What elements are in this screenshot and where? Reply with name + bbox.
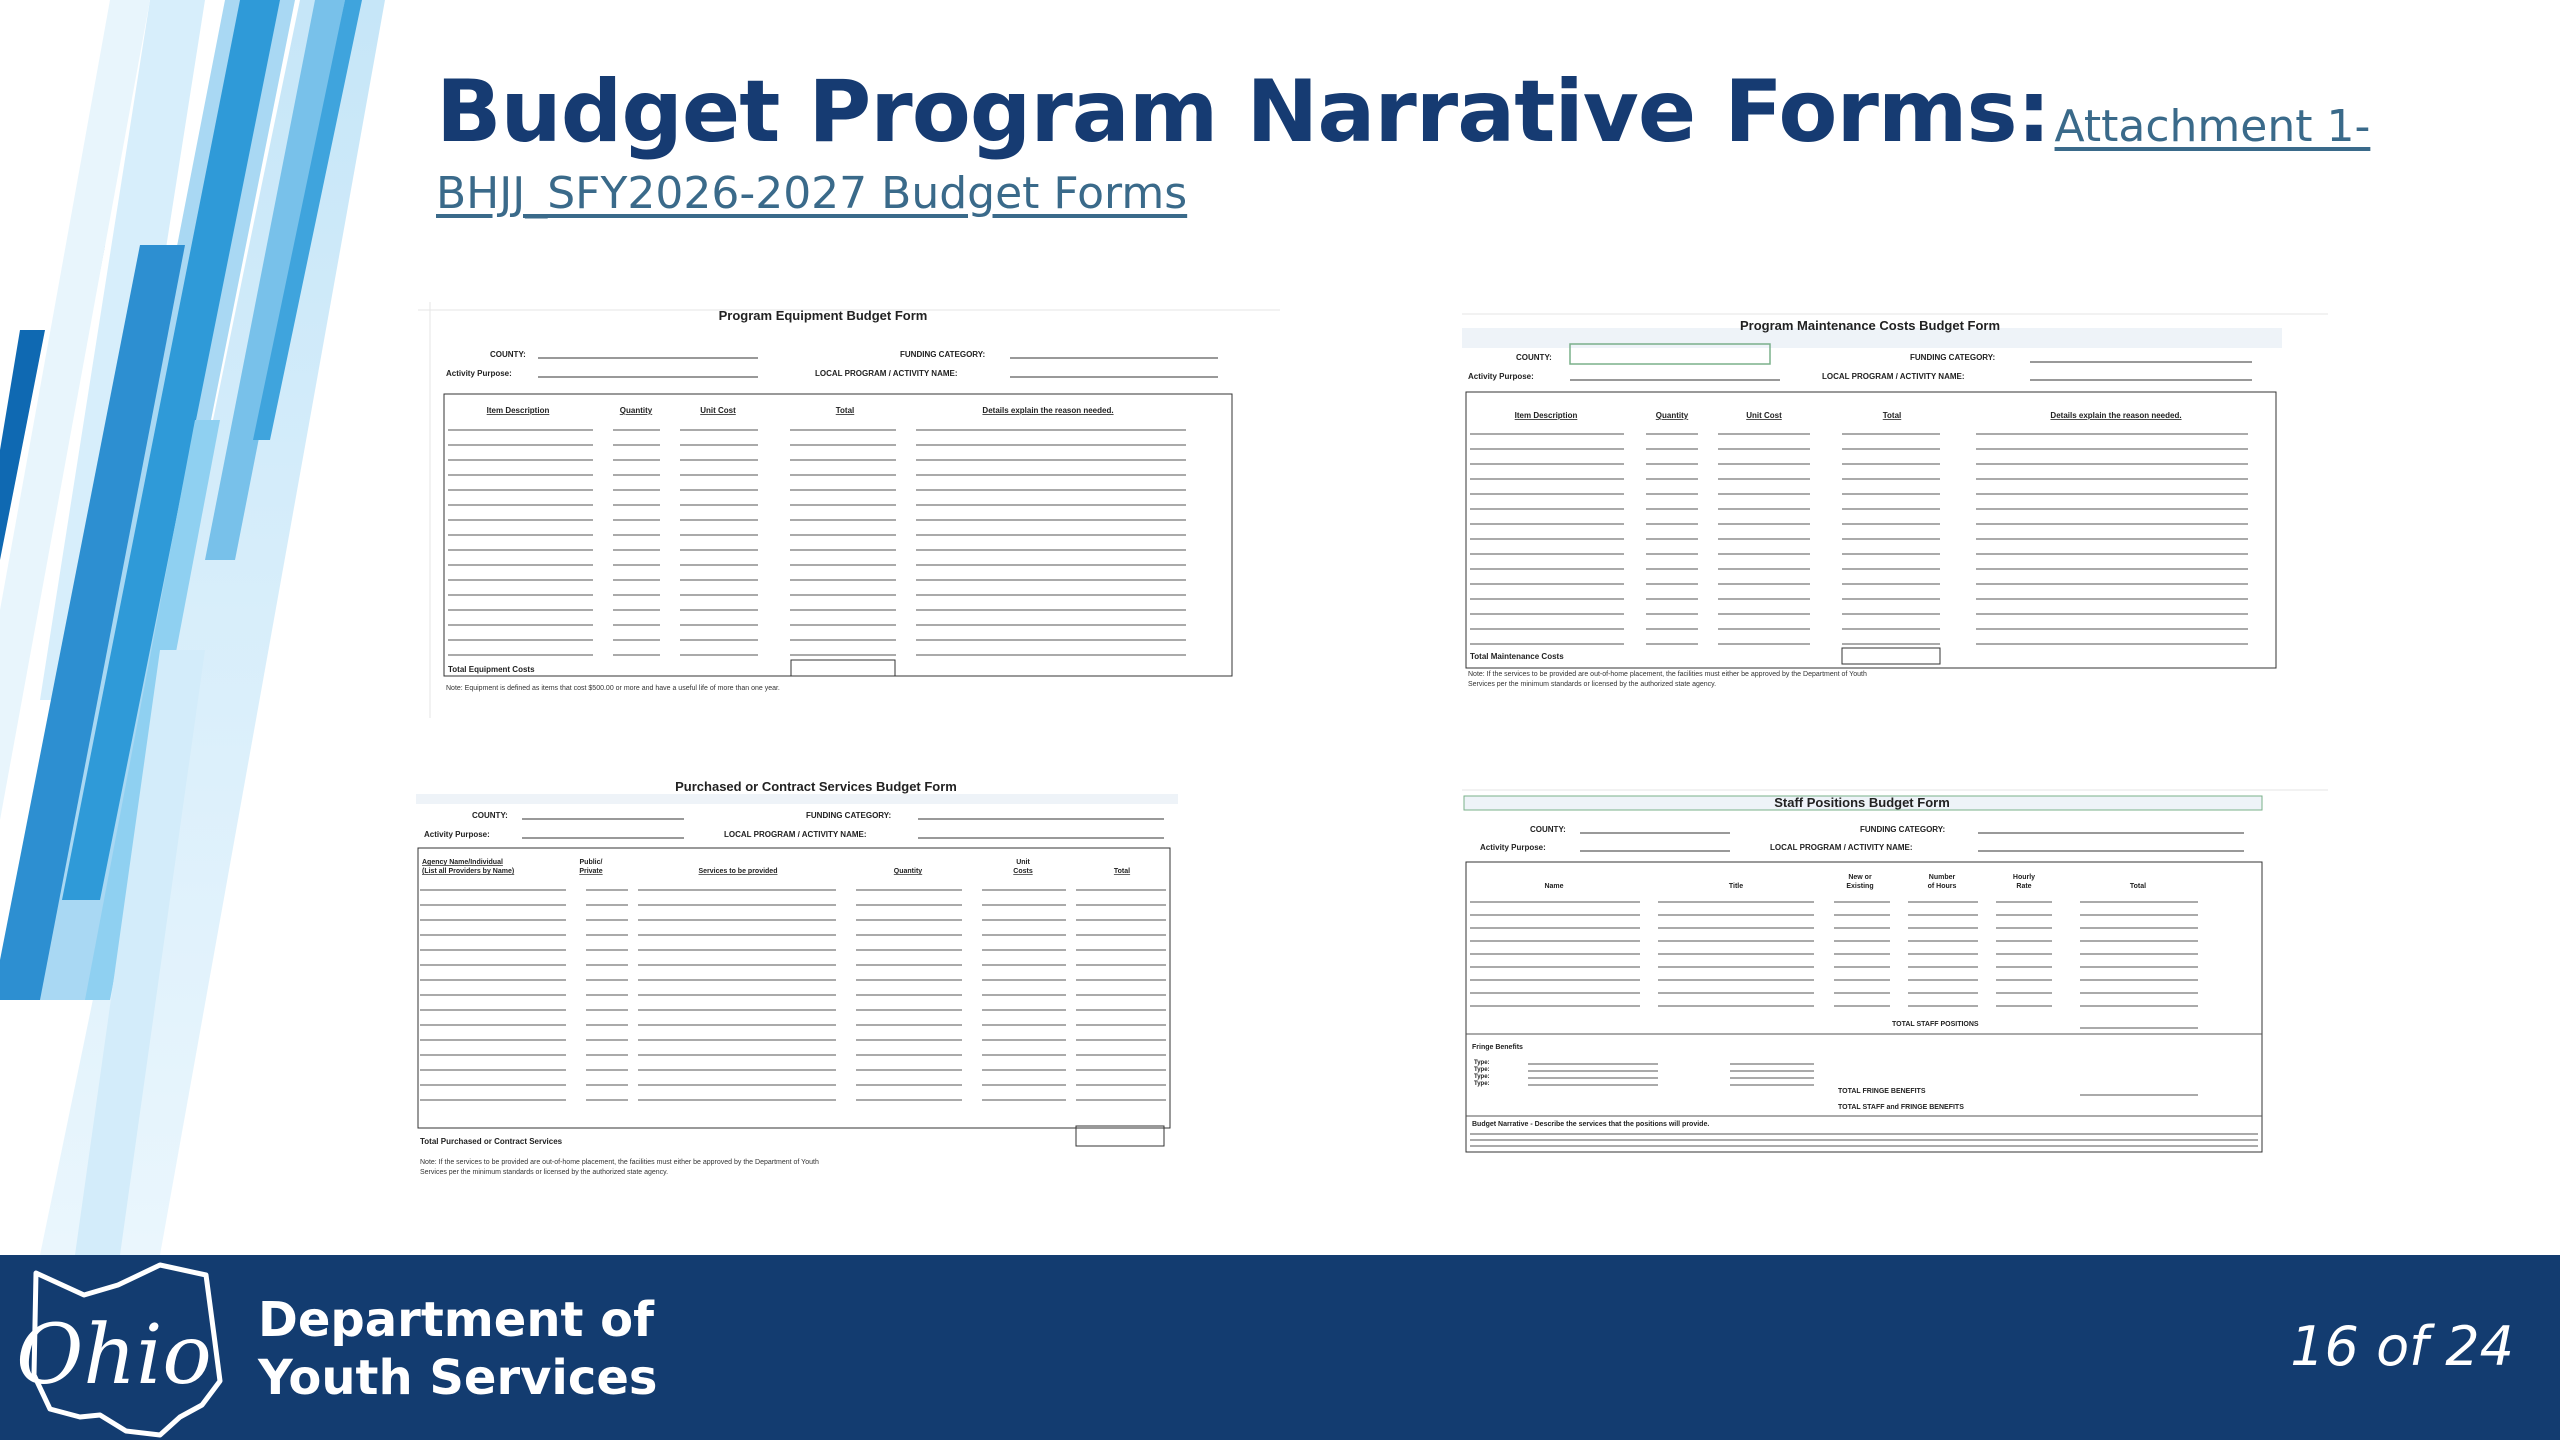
staff-total-staff-fringe: TOTAL STAFF and FRINGE BENEFITS bbox=[1838, 1104, 1964, 1111]
maintenance-budget-form-image bbox=[1462, 306, 2328, 720]
footer-bar bbox=[0, 1255, 2560, 1440]
staff-col-new-1: New or bbox=[1848, 874, 1872, 881]
department-name bbox=[258, 1291, 657, 1407]
purchased-col-public-2: Private bbox=[579, 868, 603, 875]
staff-total-fringe: TOTAL FRINGE BENEFITS bbox=[1838, 1088, 1926, 1095]
maintenance-col-item: Item Description bbox=[1514, 411, 1578, 420]
staff-activity-label: Activity Purpose: bbox=[1480, 843, 1546, 852]
purchased-col-public-1: Public/ bbox=[579, 859, 603, 866]
equipment-col-details: Details explain the reason needed. bbox=[982, 406, 1114, 415]
purchased-col-services: Services to be provided bbox=[698, 868, 778, 875]
maintenance-county-label: COUNTY: bbox=[1516, 353, 1552, 362]
equipment-col-unit-cost: Unit Cost bbox=[700, 406, 736, 415]
staff-col-name: Name bbox=[1544, 883, 1564, 890]
attachment-link-part-1[interactable]: Attachment 1- bbox=[2054, 101, 2371, 152]
equipment-col-quantity: Quantity bbox=[619, 406, 653, 415]
staff-fringe-label: Fringe Benefits bbox=[1472, 1044, 1523, 1051]
decorative-blue-stripes bbox=[0, 0, 400, 1255]
page-number: 16 of 24 bbox=[2290, 1315, 2514, 1378]
equipment-activity-label: Activity Purpose: bbox=[446, 369, 512, 378]
maintenance-col-quantity: Quantity bbox=[1655, 411, 1689, 420]
attachment-link-part-2[interactable]: BHJJ_SFY2026-2027 Budget Forms bbox=[436, 168, 1188, 219]
purchased-services-budget-form-image bbox=[416, 778, 1278, 1196]
purchased-county-label: COUNTY: bbox=[472, 811, 508, 820]
staff-county-label: COUNTY: bbox=[1530, 825, 1566, 834]
purchased-funding-label: FUNDING CATEGORY: bbox=[806, 811, 892, 820]
staff-type-1: Type: bbox=[1474, 1060, 1490, 1066]
purchased-note-line-1: Note: If the services to be provided are out-of-home placement, the facilities must either be approved by the Department of Youth bbox=[420, 1159, 819, 1166]
staff-positions-budget-form-image bbox=[1462, 784, 2328, 1196]
purchased-col-unit-2: Costs bbox=[1013, 868, 1033, 875]
equipment-funding-label: FUNDING CATEGORY: bbox=[900, 350, 986, 359]
staff-local-label: LOCAL PROGRAM / ACTIVITY NAME: bbox=[1770, 843, 1913, 852]
purchased-col-agency-1: Agency Name/Individual bbox=[422, 859, 503, 866]
maintenance-col-unit-cost: Unit Cost bbox=[1746, 411, 1782, 420]
ohio-logo-text: Ohio bbox=[16, 1308, 212, 1403]
maintenance-col-total: Total bbox=[1882, 411, 1902, 420]
staff-total-positions: TOTAL STAFF POSITIONS bbox=[1892, 1021, 1979, 1028]
maintenance-col-details: Details explain the reason needed. bbox=[2050, 411, 2182, 420]
purchased-total-label: Total Purchased or Contract Services bbox=[420, 1137, 563, 1146]
equipment-budget-form-image bbox=[418, 302, 1280, 718]
purchased-col-total: Total bbox=[1113, 868, 1131, 875]
equipment-col-item: Item Description bbox=[486, 406, 550, 415]
slide-title: Budget Program Narrative Forms: bbox=[436, 62, 2051, 162]
staff-col-total: Total bbox=[2129, 883, 2147, 890]
purchased-form-title: Purchased or Contract Services Budget Form bbox=[675, 779, 957, 794]
ohio-logo bbox=[10, 1255, 240, 1440]
department-name-line-2: Youth Services bbox=[258, 1350, 658, 1406]
maintenance-note-line-2: Services per the minimum standards or licensed by the authorized state agency. bbox=[1468, 681, 1717, 688]
maintenance-funding-label: FUNDING CATEGORY: bbox=[1910, 353, 1996, 362]
equipment-form-title: Program Equipment Budget Form bbox=[718, 308, 928, 323]
purchased-note-line-2: Services per the minimum standards or licensed by the authorized state agency. bbox=[420, 1169, 669, 1176]
equipment-note: Note: Equipment is defined as items that cost $500.00 or more and have a useful life of more than one year. bbox=[446, 685, 780, 692]
staff-type-2: Type: bbox=[1474, 1067, 1490, 1073]
equipment-local-label: LOCAL PROGRAM / ACTIVITY NAME: bbox=[815, 369, 958, 378]
department-name-line-1: Department of bbox=[258, 1292, 655, 1348]
staff-form-title: Staff Positions Budget Form bbox=[1774, 795, 1950, 810]
purchased-local-label: LOCAL PROGRAM / ACTIVITY NAME: bbox=[724, 830, 867, 839]
equipment-total-label: Total Equipment Costs bbox=[448, 665, 535, 674]
purchased-col-unit-1: Unit bbox=[1016, 859, 1030, 866]
staff-col-new-2: Existing bbox=[1846, 883, 1874, 890]
staff-type-4: Type: bbox=[1474, 1081, 1490, 1087]
staff-col-title: Title bbox=[1728, 883, 1744, 890]
purchased-col-quantity: Quantity bbox=[893, 868, 923, 875]
staff-col-rate-1: Hourly bbox=[2012, 874, 2036, 881]
maintenance-form-title: Program Maintenance Costs Budget Form bbox=[1739, 318, 2001, 333]
staff-type-3: Type: bbox=[1474, 1074, 1490, 1080]
maintenance-activity-label: Activity Purpose: bbox=[1468, 372, 1534, 381]
staff-funding-label: FUNDING CATEGORY: bbox=[1860, 825, 1946, 834]
staff-col-hours-1: Number bbox=[1928, 874, 1956, 881]
staff-col-hours-2: of Hours bbox=[1927, 883, 1957, 890]
maintenance-local-label: LOCAL PROGRAM / ACTIVITY NAME: bbox=[1822, 372, 1965, 381]
purchased-col-agency-2: (List all Providers by Name) bbox=[422, 868, 515, 875]
equipment-county-label: COUNTY: bbox=[490, 350, 526, 359]
equipment-col-total: Total bbox=[835, 406, 855, 415]
maintenance-note-line-1: Note: If the services to be provided are out-of-home placement, the facilities must either be approved by the Department of Youth bbox=[1468, 671, 1867, 678]
purchased-activity-label: Activity Purpose: bbox=[424, 830, 490, 839]
staff-col-rate-2: Rate bbox=[2016, 883, 2032, 890]
staff-narrative-label: Budget Narrative - Describe the services that the positions will provide. bbox=[1472, 1121, 1710, 1128]
slide-title-block bbox=[436, 62, 2496, 219]
maintenance-total-label: Total Maintenance Costs bbox=[1470, 652, 1564, 661]
